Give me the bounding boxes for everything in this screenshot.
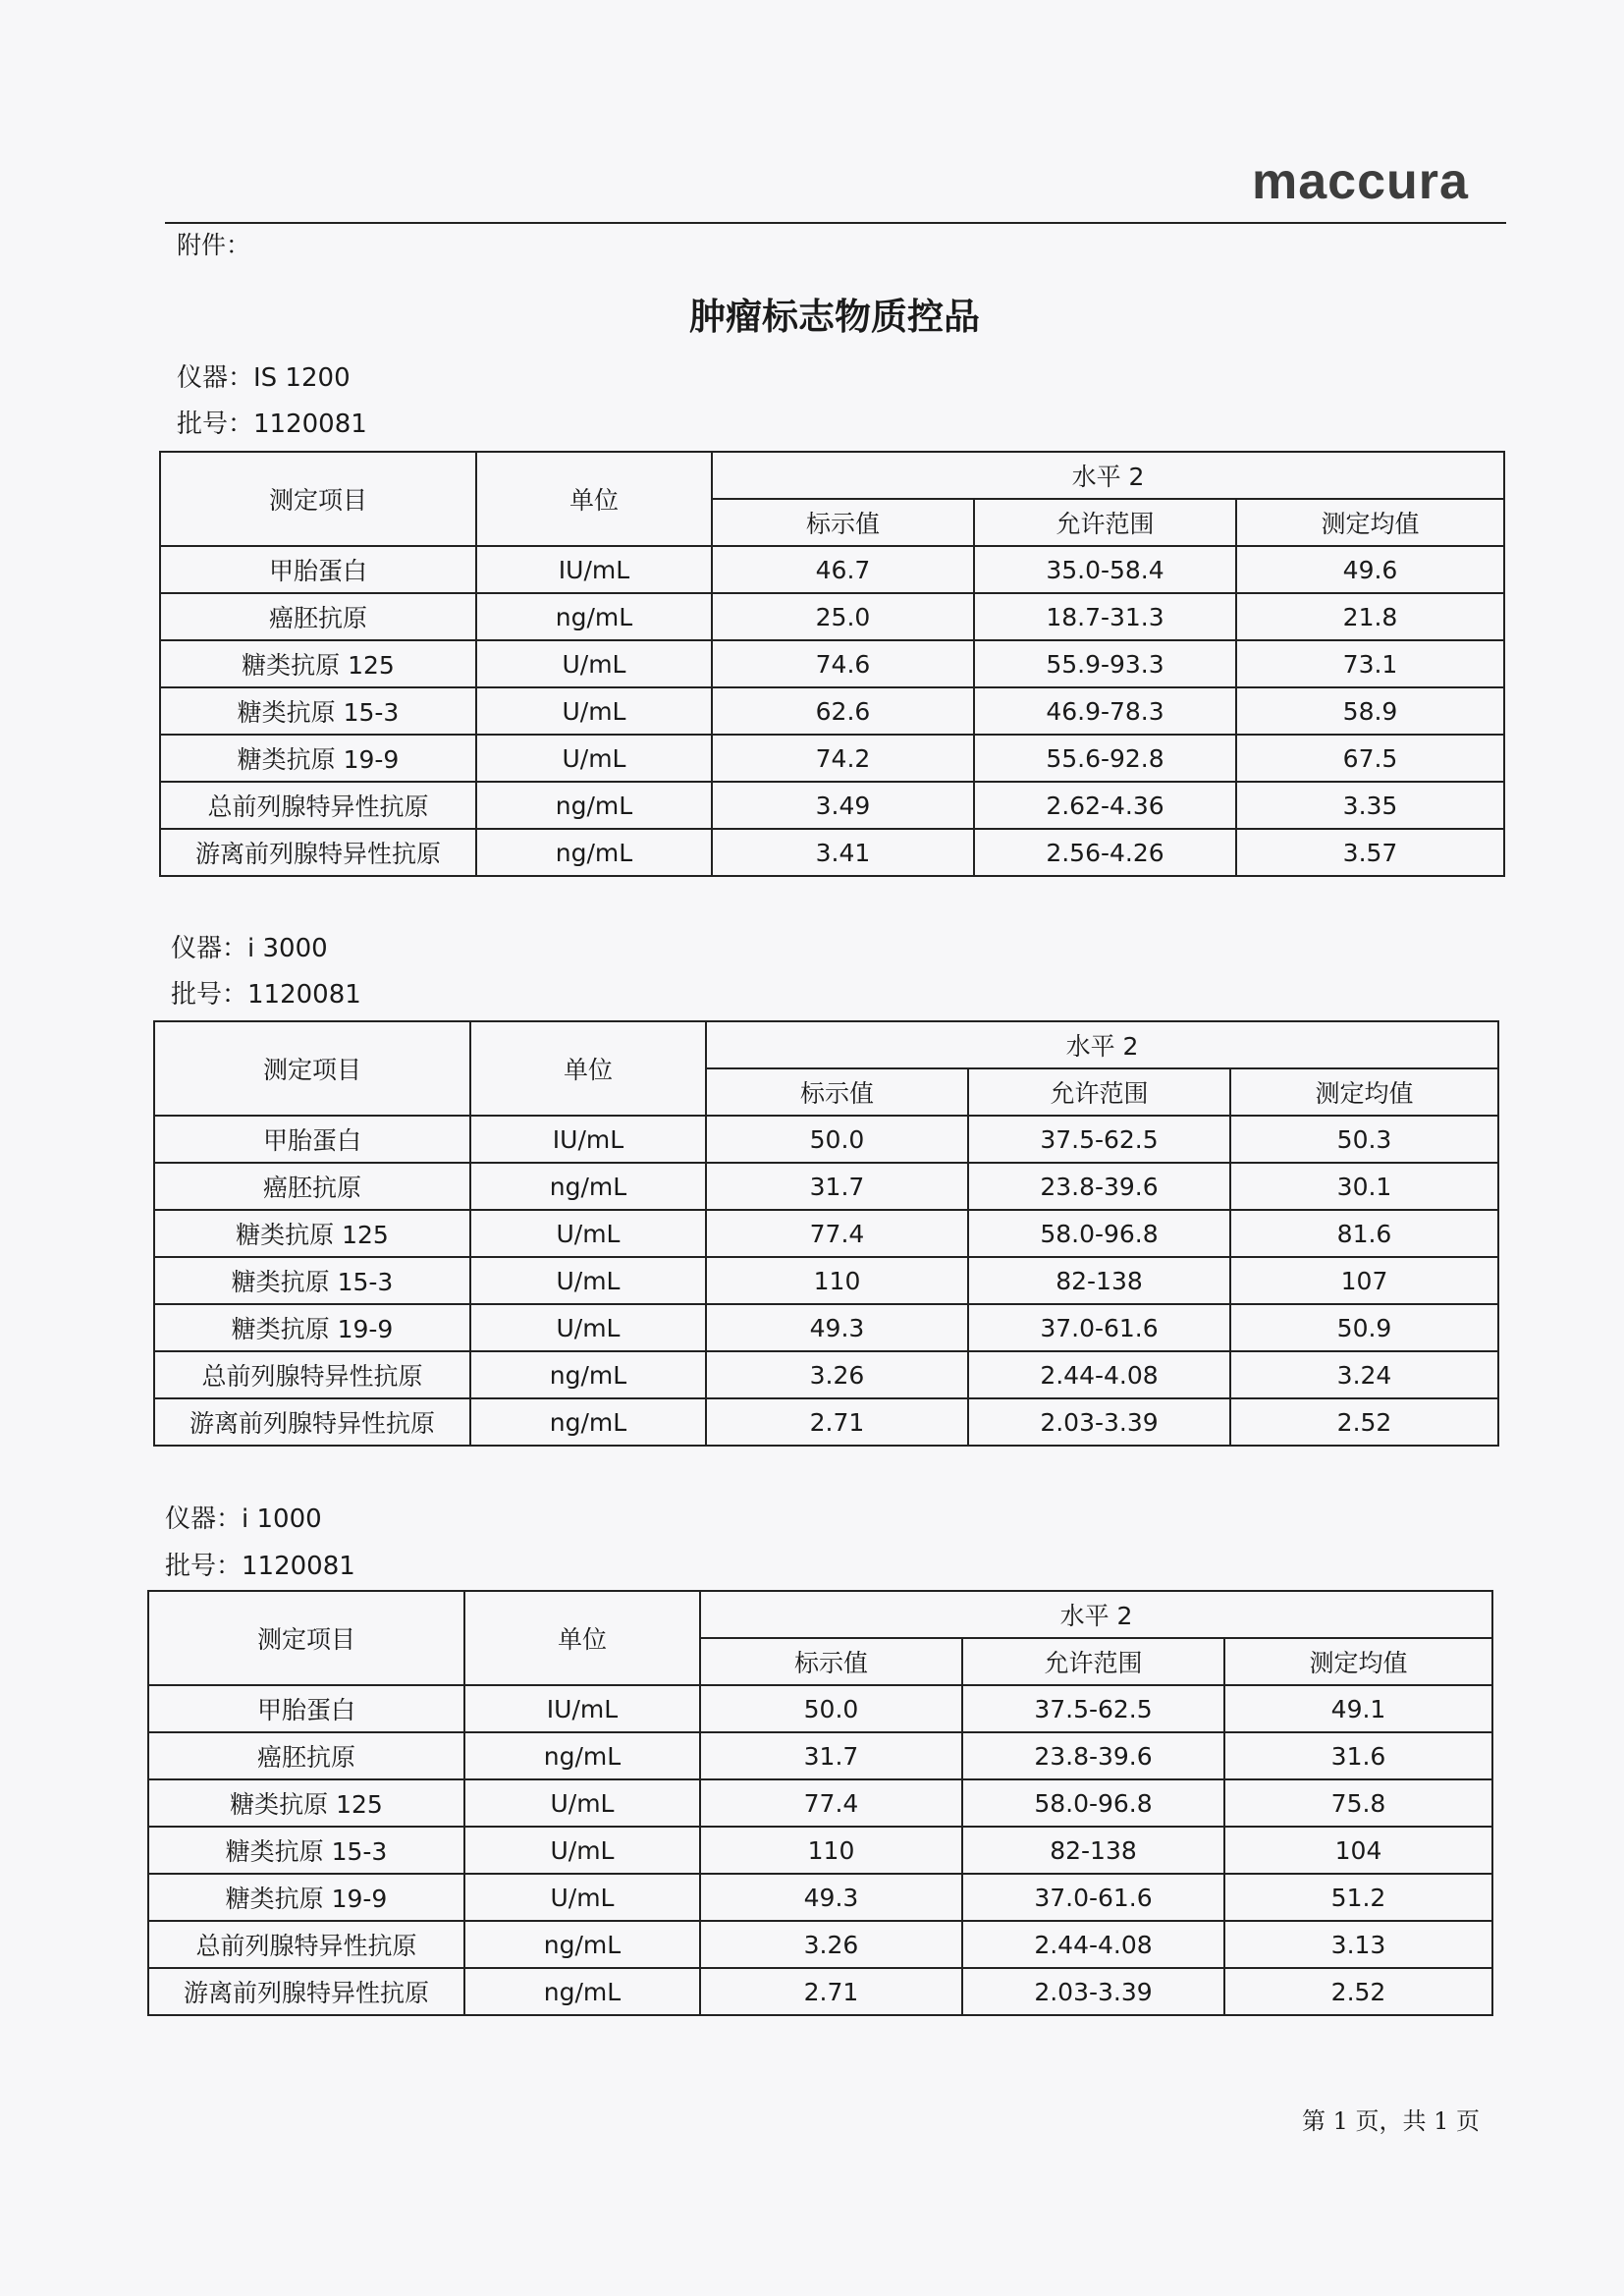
cell-unit: U/mL bbox=[470, 1210, 706, 1257]
lot-number-label: 批号：1120081 bbox=[171, 980, 361, 1010]
page-footer: 第 1 页，共 1 页 bbox=[1302, 2107, 1481, 2135]
cell-target: 50.0 bbox=[700, 1685, 962, 1732]
cell-item: 糖类抗原 19-9 bbox=[160, 735, 476, 782]
table-row bbox=[148, 1968, 1492, 2015]
col-header-range: 允许范围 bbox=[968, 1068, 1230, 1116]
cell-range: 82-138 bbox=[962, 1827, 1224, 1874]
cell-unit: IU/mL bbox=[470, 1116, 706, 1163]
col-header-unit: 单位 bbox=[470, 1021, 706, 1116]
cell-range: 35.0-58.4 bbox=[974, 546, 1236, 593]
cell-item: 糖类抗原 125 bbox=[160, 640, 476, 687]
cell-item: 癌胚抗原 bbox=[160, 593, 476, 640]
table-row bbox=[160, 546, 1504, 593]
cell-target: 2.71 bbox=[700, 1968, 962, 2015]
maccura-logo: maccura bbox=[1252, 153, 1469, 210]
table-row bbox=[160, 782, 1504, 829]
cell-mean: 104 bbox=[1224, 1827, 1492, 1874]
table-row bbox=[160, 829, 1504, 876]
qc-results-table bbox=[147, 1590, 1493, 2016]
col-header-item: 测定项目 bbox=[154, 1021, 470, 1116]
cell-item: 糖类抗原 15-3 bbox=[154, 1257, 470, 1304]
cell-range: 46.9-78.3 bbox=[974, 687, 1236, 735]
cell-unit: IU/mL bbox=[476, 546, 712, 593]
col-header-level: 水平 2 bbox=[706, 1021, 1498, 1068]
table-row bbox=[154, 1210, 1498, 1257]
cell-target: 74.6 bbox=[712, 640, 974, 687]
cell-target: 50.0 bbox=[706, 1116, 968, 1163]
cell-item: 甲胎蛋白 bbox=[160, 546, 476, 593]
table-row bbox=[160, 640, 1504, 687]
cell-item: 游离前列腺特异性抗原 bbox=[148, 1968, 464, 2015]
col-header-level: 水平 2 bbox=[700, 1591, 1492, 1638]
cell-mean: 31.6 bbox=[1224, 1732, 1492, 1779]
col-header-range: 允许范围 bbox=[962, 1638, 1224, 1685]
cell-mean: 49.1 bbox=[1224, 1685, 1492, 1732]
cell-mean: 50.9 bbox=[1230, 1304, 1498, 1351]
cell-mean: 107 bbox=[1230, 1257, 1498, 1304]
lot-number-label: 批号：1120081 bbox=[165, 1552, 355, 1581]
cell-unit: ng/mL bbox=[464, 1921, 700, 1968]
cell-unit: IU/mL bbox=[464, 1685, 700, 1732]
cell-mean: 75.8 bbox=[1224, 1779, 1492, 1827]
cell-unit: U/mL bbox=[476, 640, 712, 687]
instrument-label: 仪器：i 1000 bbox=[165, 1504, 322, 1534]
table-header-row bbox=[160, 452, 1504, 499]
cell-target: 3.26 bbox=[700, 1921, 962, 1968]
cell-target: 110 bbox=[706, 1257, 968, 1304]
cell-item: 糖类抗原 19-9 bbox=[154, 1304, 470, 1351]
cell-item: 甲胎蛋白 bbox=[148, 1685, 464, 1732]
cell-item: 总前列腺特异性抗原 bbox=[160, 782, 476, 829]
cell-range: 2.56-4.26 bbox=[974, 829, 1236, 876]
table-row bbox=[148, 1921, 1492, 1968]
cell-range: 37.5-62.5 bbox=[968, 1116, 1230, 1163]
cell-unit: ng/mL bbox=[476, 829, 712, 876]
col-header-item: 测定项目 bbox=[160, 452, 476, 546]
cell-target: 49.3 bbox=[700, 1874, 962, 1921]
cell-target: 110 bbox=[700, 1827, 962, 1874]
table-row bbox=[154, 1398, 1498, 1446]
document-title: 肿瘤标志物质控品 bbox=[689, 296, 980, 338]
cell-target: 3.26 bbox=[706, 1351, 968, 1398]
col-header-target: 标示值 bbox=[700, 1638, 962, 1685]
cell-range: 2.03-3.39 bbox=[968, 1398, 1230, 1446]
cell-mean: 58.9 bbox=[1236, 687, 1504, 735]
qc-results-table bbox=[159, 451, 1505, 877]
cell-unit: U/mL bbox=[464, 1779, 700, 1827]
table-row bbox=[160, 687, 1504, 735]
cell-item: 癌胚抗原 bbox=[154, 1163, 470, 1210]
cell-mean: 50.3 bbox=[1230, 1116, 1498, 1163]
cell-range: 23.8-39.6 bbox=[962, 1732, 1224, 1779]
cell-mean: 49.6 bbox=[1236, 546, 1504, 593]
table-row bbox=[148, 1827, 1492, 1874]
table-row bbox=[148, 1732, 1492, 1779]
table-row bbox=[154, 1257, 1498, 1304]
cell-item: 癌胚抗原 bbox=[148, 1732, 464, 1779]
cell-unit: ng/mL bbox=[476, 782, 712, 829]
cell-unit: ng/mL bbox=[476, 593, 712, 640]
cell-item: 糖类抗原 19-9 bbox=[148, 1874, 464, 1921]
cell-item: 总前列腺特异性抗原 bbox=[148, 1921, 464, 1968]
table-header-row bbox=[154, 1021, 1498, 1068]
header-rule bbox=[165, 222, 1506, 224]
table-row bbox=[160, 593, 1504, 640]
table-row bbox=[160, 735, 1504, 782]
table-row bbox=[148, 1874, 1492, 1921]
cell-mean: 3.24 bbox=[1230, 1351, 1498, 1398]
cell-unit: U/mL bbox=[470, 1257, 706, 1304]
cell-mean: 30.1 bbox=[1230, 1163, 1498, 1210]
col-header-mean: 测定均值 bbox=[1236, 499, 1504, 546]
cell-unit: ng/mL bbox=[464, 1732, 700, 1779]
cell-item: 总前列腺特异性抗原 bbox=[154, 1351, 470, 1398]
instrument-label: 仪器：i 3000 bbox=[171, 934, 328, 963]
cell-mean: 81.6 bbox=[1230, 1210, 1498, 1257]
cell-target: 2.71 bbox=[706, 1398, 968, 1446]
col-header-mean: 测定均值 bbox=[1230, 1068, 1498, 1116]
cell-range: 58.0-96.8 bbox=[962, 1779, 1224, 1827]
cell-mean: 3.35 bbox=[1236, 782, 1504, 829]
cell-target: 74.2 bbox=[712, 735, 974, 782]
cell-range: 2.44-4.08 bbox=[968, 1351, 1230, 1398]
instrument-label: 仪器：IS 1200 bbox=[177, 363, 351, 393]
cell-unit: U/mL bbox=[464, 1874, 700, 1921]
cell-target: 49.3 bbox=[706, 1304, 968, 1351]
qc-results-table bbox=[153, 1020, 1499, 1447]
cell-target: 25.0 bbox=[712, 593, 974, 640]
cell-unit: U/mL bbox=[464, 1827, 700, 1874]
cell-target: 31.7 bbox=[700, 1732, 962, 1779]
cell-range: 18.7-31.3 bbox=[974, 593, 1236, 640]
cell-range: 55.9-93.3 bbox=[974, 640, 1236, 687]
cell-range: 55.6-92.8 bbox=[974, 735, 1236, 782]
cell-target: 77.4 bbox=[700, 1779, 962, 1827]
cell-range: 58.0-96.8 bbox=[968, 1210, 1230, 1257]
cell-target: 46.7 bbox=[712, 546, 974, 593]
cell-item: 糖类抗原 15-3 bbox=[148, 1827, 464, 1874]
col-header-mean: 测定均值 bbox=[1224, 1638, 1492, 1685]
cell-range: 37.5-62.5 bbox=[962, 1685, 1224, 1732]
cell-range: 2.62-4.36 bbox=[974, 782, 1236, 829]
col-header-target: 标示值 bbox=[712, 499, 974, 546]
cell-range: 82-138 bbox=[968, 1257, 1230, 1304]
cell-mean: 2.52 bbox=[1230, 1398, 1498, 1446]
cell-item: 糖类抗原 125 bbox=[148, 1779, 464, 1827]
cell-target: 77.4 bbox=[706, 1210, 968, 1257]
table-header-row bbox=[148, 1591, 1492, 1638]
cell-target: 62.6 bbox=[712, 687, 974, 735]
cell-mean: 51.2 bbox=[1224, 1874, 1492, 1921]
col-header-unit: 单位 bbox=[464, 1591, 700, 1685]
cell-item: 游离前列腺特异性抗原 bbox=[154, 1398, 470, 1446]
cell-unit: ng/mL bbox=[470, 1398, 706, 1446]
table-row bbox=[154, 1163, 1498, 1210]
cell-range: 37.0-61.6 bbox=[962, 1874, 1224, 1921]
table-row bbox=[154, 1304, 1498, 1351]
cell-mean: 67.5 bbox=[1236, 735, 1504, 782]
col-header-range: 允许范围 bbox=[974, 499, 1236, 546]
col-header-item: 测定项目 bbox=[148, 1591, 464, 1685]
cell-unit: ng/mL bbox=[470, 1351, 706, 1398]
cell-mean: 73.1 bbox=[1236, 640, 1504, 687]
table-row bbox=[154, 1351, 1498, 1398]
cell-unit: ng/mL bbox=[470, 1163, 706, 1210]
cell-item: 甲胎蛋白 bbox=[154, 1116, 470, 1163]
cell-mean: 21.8 bbox=[1236, 593, 1504, 640]
col-header-unit: 单位 bbox=[476, 452, 712, 546]
col-header-level: 水平 2 bbox=[712, 452, 1504, 499]
cell-item: 游离前列腺特异性抗原 bbox=[160, 829, 476, 876]
lot-number-label: 批号：1120081 bbox=[177, 410, 367, 439]
cell-item: 糖类抗原 125 bbox=[154, 1210, 470, 1257]
cell-range: 2.03-3.39 bbox=[962, 1968, 1224, 2015]
cell-target: 3.49 bbox=[712, 782, 974, 829]
cell-unit: U/mL bbox=[476, 687, 712, 735]
cell-target: 31.7 bbox=[706, 1163, 968, 1210]
col-header-target: 标示值 bbox=[706, 1068, 968, 1116]
cell-mean: 3.13 bbox=[1224, 1921, 1492, 1968]
cell-item: 糖类抗原 15-3 bbox=[160, 687, 476, 735]
cell-range: 23.8-39.6 bbox=[968, 1163, 1230, 1210]
cell-unit: U/mL bbox=[476, 735, 712, 782]
cell-range: 2.44-4.08 bbox=[962, 1921, 1224, 1968]
cell-unit: ng/mL bbox=[464, 1968, 700, 2015]
table-row bbox=[154, 1116, 1498, 1163]
cell-mean: 3.57 bbox=[1236, 829, 1504, 876]
cell-range: 37.0-61.6 bbox=[968, 1304, 1230, 1351]
table-row bbox=[148, 1779, 1492, 1827]
cell-target: 3.41 bbox=[712, 829, 974, 876]
table-row bbox=[148, 1685, 1492, 1732]
attachment-label: 附件： bbox=[177, 231, 251, 259]
cell-mean: 2.52 bbox=[1224, 1968, 1492, 2015]
cell-unit: U/mL bbox=[470, 1304, 706, 1351]
